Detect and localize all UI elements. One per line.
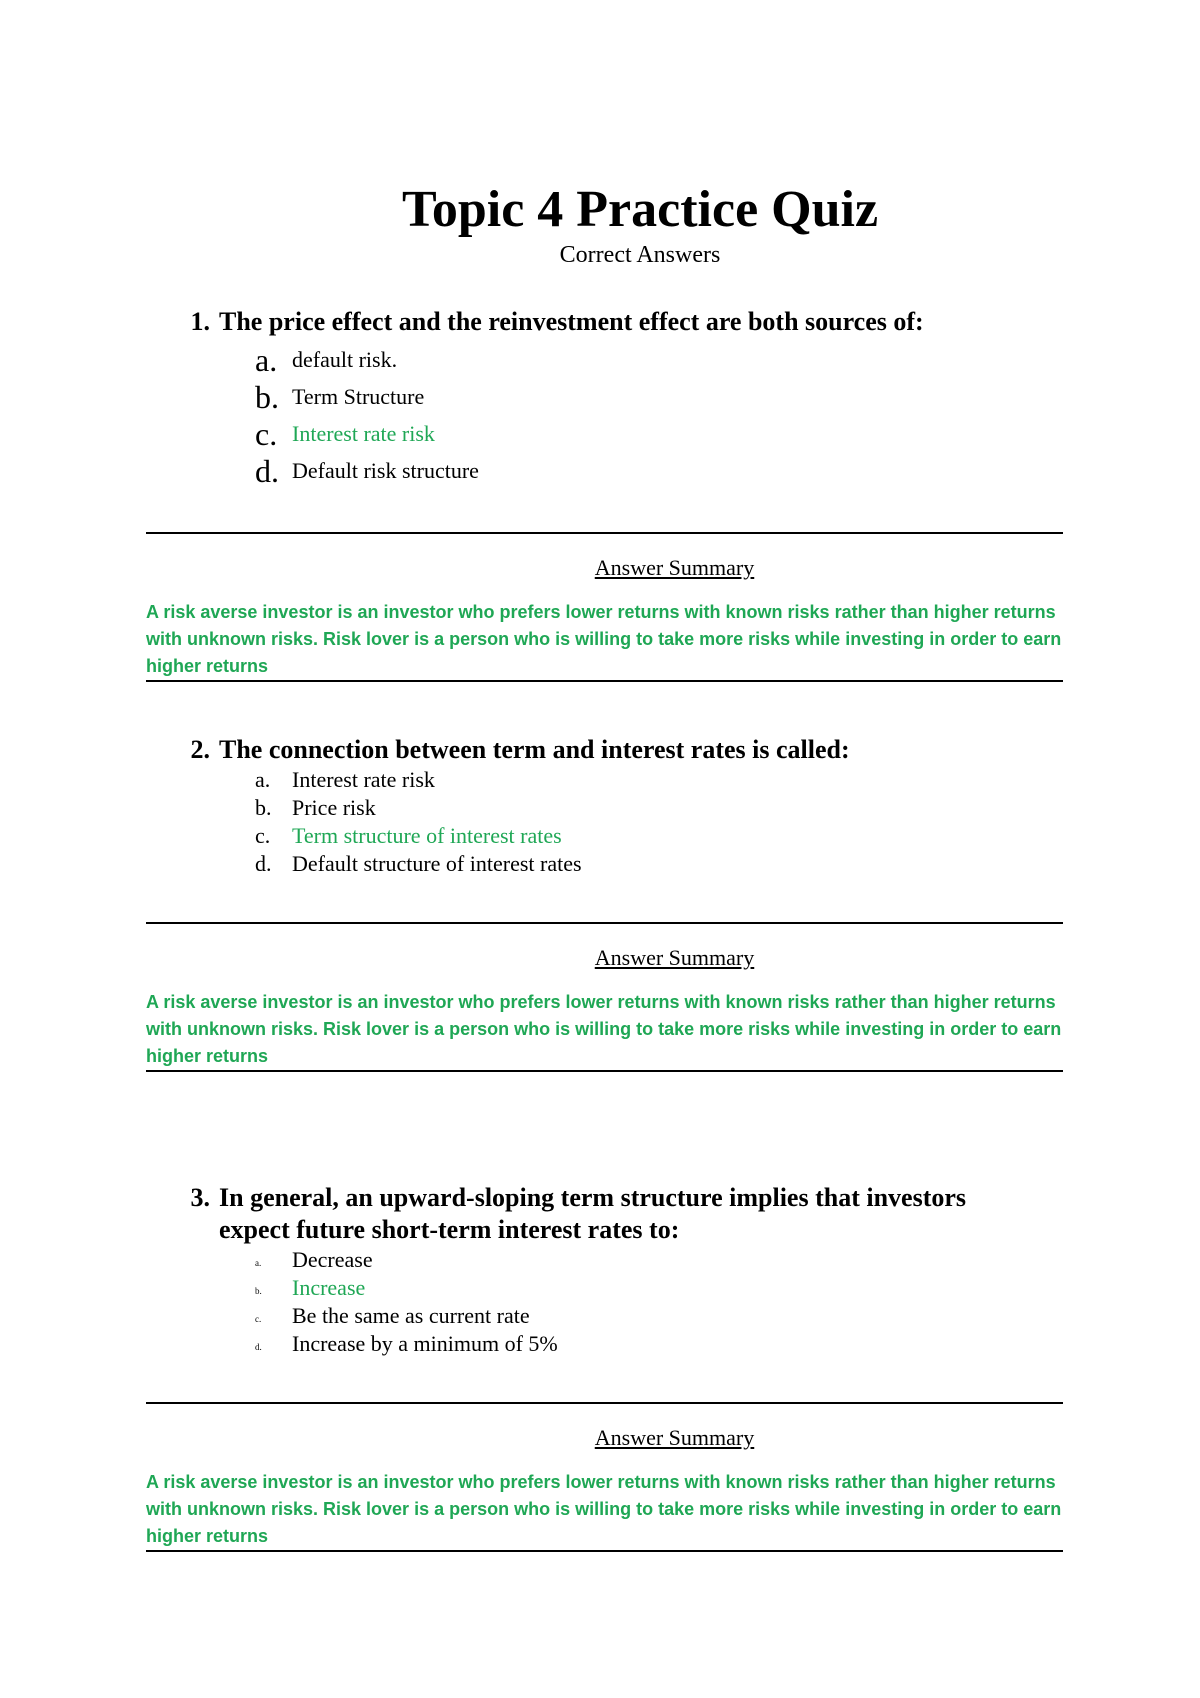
option-text: Increase [292,1275,366,1300]
option-text: default risk. [292,347,398,372]
summary-text: A risk averse investor is an investor who prefers lower returns with known risks rather than higher returns with unknown risks. Risk lover is a person who is willing to take more risks while investing in order to earn higher returns [146,602,1062,676]
option-letter: c. [255,1314,262,1324]
question-number: 2. [190,735,210,764]
question-text-continued: expect future short-term interest rates to: [219,1215,680,1244]
option-letter: a. [255,342,278,378]
option-letter: b. [255,379,279,415]
option-text: Interest rate risk [292,767,435,792]
page-subtitle: Correct Answers [559,242,721,268]
option-letter: a. [255,1258,262,1268]
option-text: Price risk [292,795,376,820]
option-letter: c. [255,416,278,452]
question-text: In general, an upward-sloping term structure implies that investors [219,1183,967,1212]
question-text: The connection between term and interest rates is called: [219,735,850,764]
page-title: Topic 4 Practice Quiz [401,181,879,238]
answer-summary-1 [146,532,1063,682]
question-number: 1. [190,307,210,336]
summary-text: A risk averse investor is an investor who prefers lower returns with known risks rather than higher returns with unknown risks. Risk lover is a person who is willing to take more risks while investing in order to earn higher returns [146,992,1062,1066]
summary-heading: Answer Summary [594,945,755,970]
option-letter: a. [255,767,271,792]
option-letter: d. [255,453,279,489]
option-letter: c. [255,823,271,848]
option-letter: b. [255,795,272,820]
summary-heading: Answer Summary [594,555,755,580]
question-text: The price effect and the reinvestment effect are both sources of: [219,307,924,336]
option-text: Term Structure [292,384,425,409]
option-letter: d. [255,1342,262,1352]
option-text: Interest rate risk [292,421,435,446]
answer-summary-3 [146,1402,1063,1552]
option-text: Be the same as current rate [292,1303,530,1328]
summary-heading: Answer Summary [594,1425,755,1450]
option-text: Default structure of interest rates [292,851,582,876]
answer-summary-2 [146,922,1063,1072]
option-text: Default risk structure [292,458,479,483]
option-text: Decrease [292,1247,373,1272]
option-text: Increase by a minimum of 5% [292,1331,558,1356]
option-text: Term structure of interest rates [292,823,562,848]
option-letter: b. [255,1286,262,1296]
question-number: 3. [190,1183,210,1212]
summary-text: A risk averse investor is an investor who prefers lower returns with known risks rather than higher returns with unknown risks. Risk lover is a person who is willing to take more risks while investing in order to earn higher returns [146,1472,1062,1546]
option-letter: d. [255,851,272,876]
